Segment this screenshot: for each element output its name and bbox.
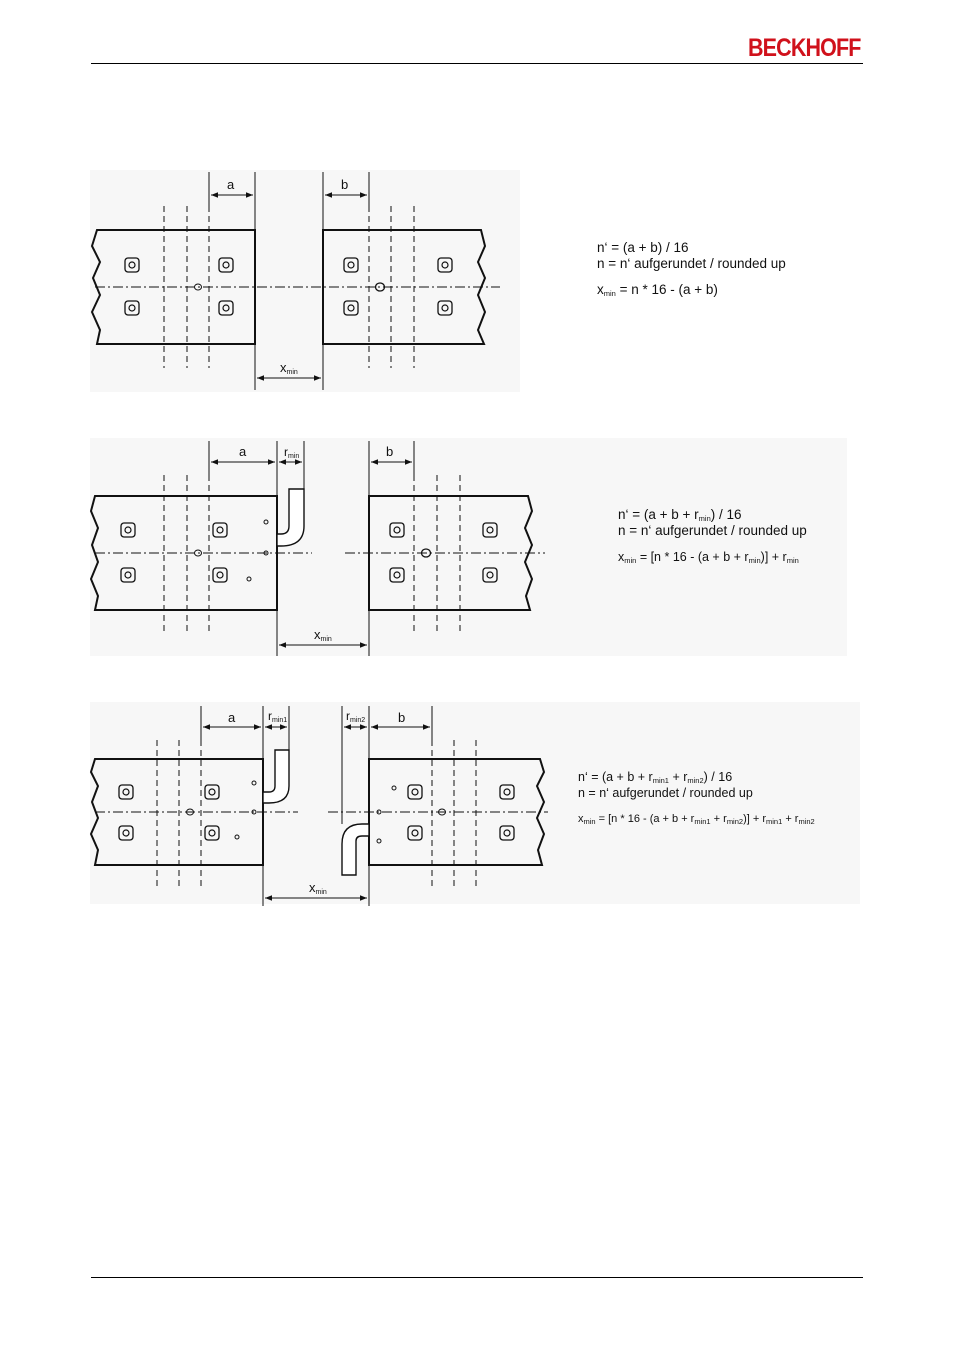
fig1-label-x: xmin [280,360,298,376]
fig2-label-b: b [386,444,394,459]
formula-3-line-2: n = n‘ aufgerundet / rounded up [578,786,753,800]
fig2-label-a: a [239,444,247,459]
formula-1 [597,240,786,298]
formula-2 [618,507,807,565]
formula-2-line-3: $x_{min} = [n * 16 - (a + b + r_{min})] + r_{min}$ [618,550,799,565]
fig3-label-r1: rmin1 [268,709,288,724]
formula-3 [578,769,815,827]
fig3-label-x: xmin [309,880,327,896]
formula-1-line-3: $x_{min} = n * 16 - (a + b)$ [597,282,718,298]
fig2-label-x: xmin [314,627,332,643]
formula-1-line-1: n‘ = (a + b) / 16 [597,240,689,255]
formula-1-line-2: n = n‘ aufgerundet / rounded up [597,256,786,271]
formula-3-line-1: n‘ = $(a + b + r_{min1} + r_{min2}) / 16$ [578,770,733,785]
fig3-label-b: b [398,710,406,725]
fig3-label-r2: rmin2 [346,709,366,724]
formula-3-line-3: $x_{min} = [n * 16 - (a + b + r_{min1} + r_{min2})] + r_{min1} + r_{min2}$ [578,813,815,826]
fig2-label-r: rmin [284,445,300,460]
formula-2-line-1: n‘ = $(a + b + r_{min}) / 16$ [618,507,742,523]
figure-1 [90,170,520,392]
fig3-label-a: a [228,710,236,725]
formula-2-line-2: n = n‘ aufgerundet / rounded up [618,523,807,538]
beckhoff-logo: BECKHOFF [748,34,861,62]
fig1-label-b: b [341,177,349,192]
fig1-label-a: a [227,177,235,192]
